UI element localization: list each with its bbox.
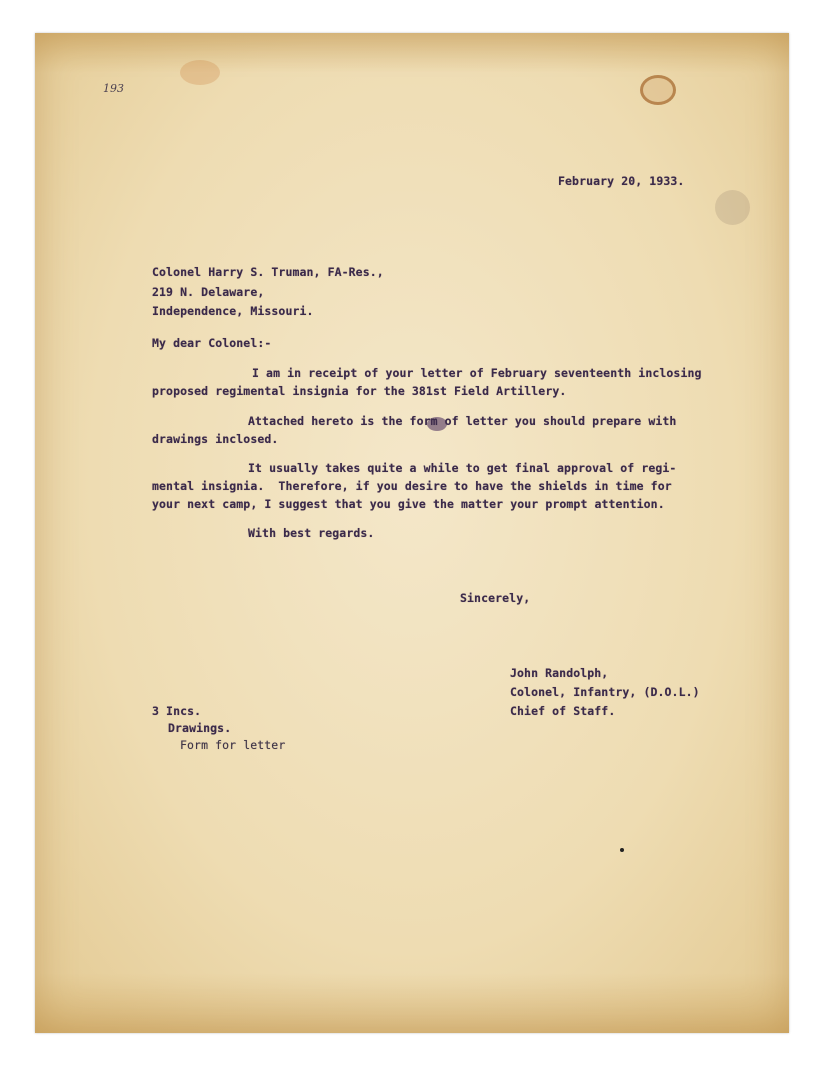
enclosure-item-form: Form for letter [180, 738, 286, 752]
body-paragraph-2-line-1: Attached hereto is the form of letter you should prepare with [248, 414, 677, 428]
body-paragraph-2-line-2: drawings inclosed. [152, 432, 279, 446]
enclosure-count: 3 Incs. [152, 704, 202, 718]
body-paragraph-3-line-3: your next camp, I suggest that you give the matter your prompt attention. [152, 497, 665, 511]
body-paragraph-3-line-1: It usually takes quite a while to get final approval of regi- [248, 461, 677, 475]
ink-dot [620, 848, 624, 852]
handwritten-page-number: 193 [103, 82, 124, 95]
salutation: My dear Colonel:- [152, 336, 272, 350]
addressee-city: Independence, Missouri. [152, 304, 314, 318]
addressee-street: 219 N. Delaware, [152, 285, 265, 299]
addressee-name: Colonel Harry S. Truman, FA-Res., [152, 265, 384, 279]
body-paragraph-1-line-2: proposed regimental insignia for the 381st Field Artillery. [152, 384, 567, 398]
rust-stain [640, 75, 676, 105]
signer-rank: Colonel, Infantry, (D.O.L.) [510, 685, 700, 699]
paper-aging-bottom [35, 973, 789, 1033]
signer-name: John Randolph, [510, 666, 609, 680]
paper-stain [180, 60, 220, 85]
paper-aging-top [35, 33, 789, 73]
body-paragraph-1-line-1: I am in receipt of your letter of February seventeenth inclosing [252, 366, 702, 380]
enclosure-item-drawings: Drawings. [168, 721, 232, 735]
signer-title: Chief of Staff. [510, 704, 616, 718]
letter-date: February 20, 1933. [558, 174, 685, 188]
ink-blot [715, 190, 750, 225]
body-paragraph-3-line-2: mental insignia. Therefore, if you desire to have the shields in time for [152, 479, 672, 493]
closing: Sincerely, [460, 591, 531, 605]
closing-regards: With best regards. [248, 526, 375, 540]
